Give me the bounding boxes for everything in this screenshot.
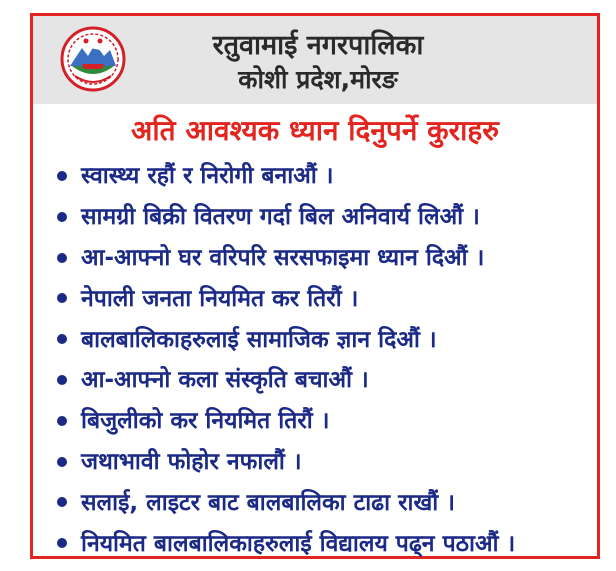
- province-district: कोशी प्रदेश,मोरङ: [238, 65, 398, 94]
- bullet-icon: [57, 171, 67, 181]
- list-item-text: आ-आफ्नो घर वरिपरि सरसफाइमा ध्यान दिऔं ।: [81, 244, 485, 271]
- list-item: [55, 523, 515, 564]
- notice-points-list: [55, 156, 515, 564]
- bullet-icon: [57, 375, 67, 385]
- bullet-icon: [57, 538, 67, 548]
- list-item: [55, 238, 515, 279]
- bullet-icon: [57, 334, 67, 344]
- bullet-icon: [57, 457, 67, 467]
- bullet-icon: [57, 212, 67, 222]
- notice-heading: अति आवश्यक ध्यान दिनुपर्ने कुराहरु: [131, 114, 499, 147]
- list-item-text: नेपाली जनता नियमित कर तिरौं ।: [81, 285, 359, 312]
- list-item: [55, 197, 515, 238]
- list-item-text: बिजुलीको कर नियमित तिरौं ।: [81, 408, 330, 435]
- list-item-text: बालबालिकाहरुलाई सामाजिक ज्ञान दिऔं ।: [81, 326, 437, 353]
- bullet-icon: [57, 293, 67, 303]
- notice-frame: [30, 13, 600, 559]
- list-item: [55, 482, 515, 523]
- bullet-icon: [57, 253, 67, 263]
- list-item-text: आ-आफ्नो कला संस्कृति बचाऔं ।: [81, 367, 369, 394]
- nepal-government-emblem-icon: [60, 26, 126, 92]
- list-item: [55, 278, 515, 319]
- list-item: [55, 442, 515, 483]
- municipality-name: रतुवामाई नगरपालिका: [212, 30, 424, 61]
- list-item-text: सलाई, लाइटर बाट बालबालिका टाढा राखौं ।: [81, 489, 455, 516]
- list-item: [55, 319, 515, 360]
- list-item: [55, 401, 515, 442]
- list-item: [55, 156, 515, 197]
- list-item-text: जथाभावी फोहोर नफालौं ।: [81, 448, 302, 475]
- list-item: [55, 360, 515, 401]
- notice-header: [33, 16, 597, 104]
- list-item-text: स्वास्थ्य रहौं र निरोगी बनाऔं ।: [81, 163, 334, 190]
- list-item-text: नियमित बालबालिकाहरुलाई विद्यालय पढ्न पठाऔं ।: [81, 530, 516, 557]
- bullet-icon: [57, 497, 67, 507]
- bullet-icon: [57, 416, 67, 426]
- list-item-text: सामग्री बिक्री वितरण गर्दा बिल अनिवार्य लिऔं ।: [81, 204, 480, 231]
